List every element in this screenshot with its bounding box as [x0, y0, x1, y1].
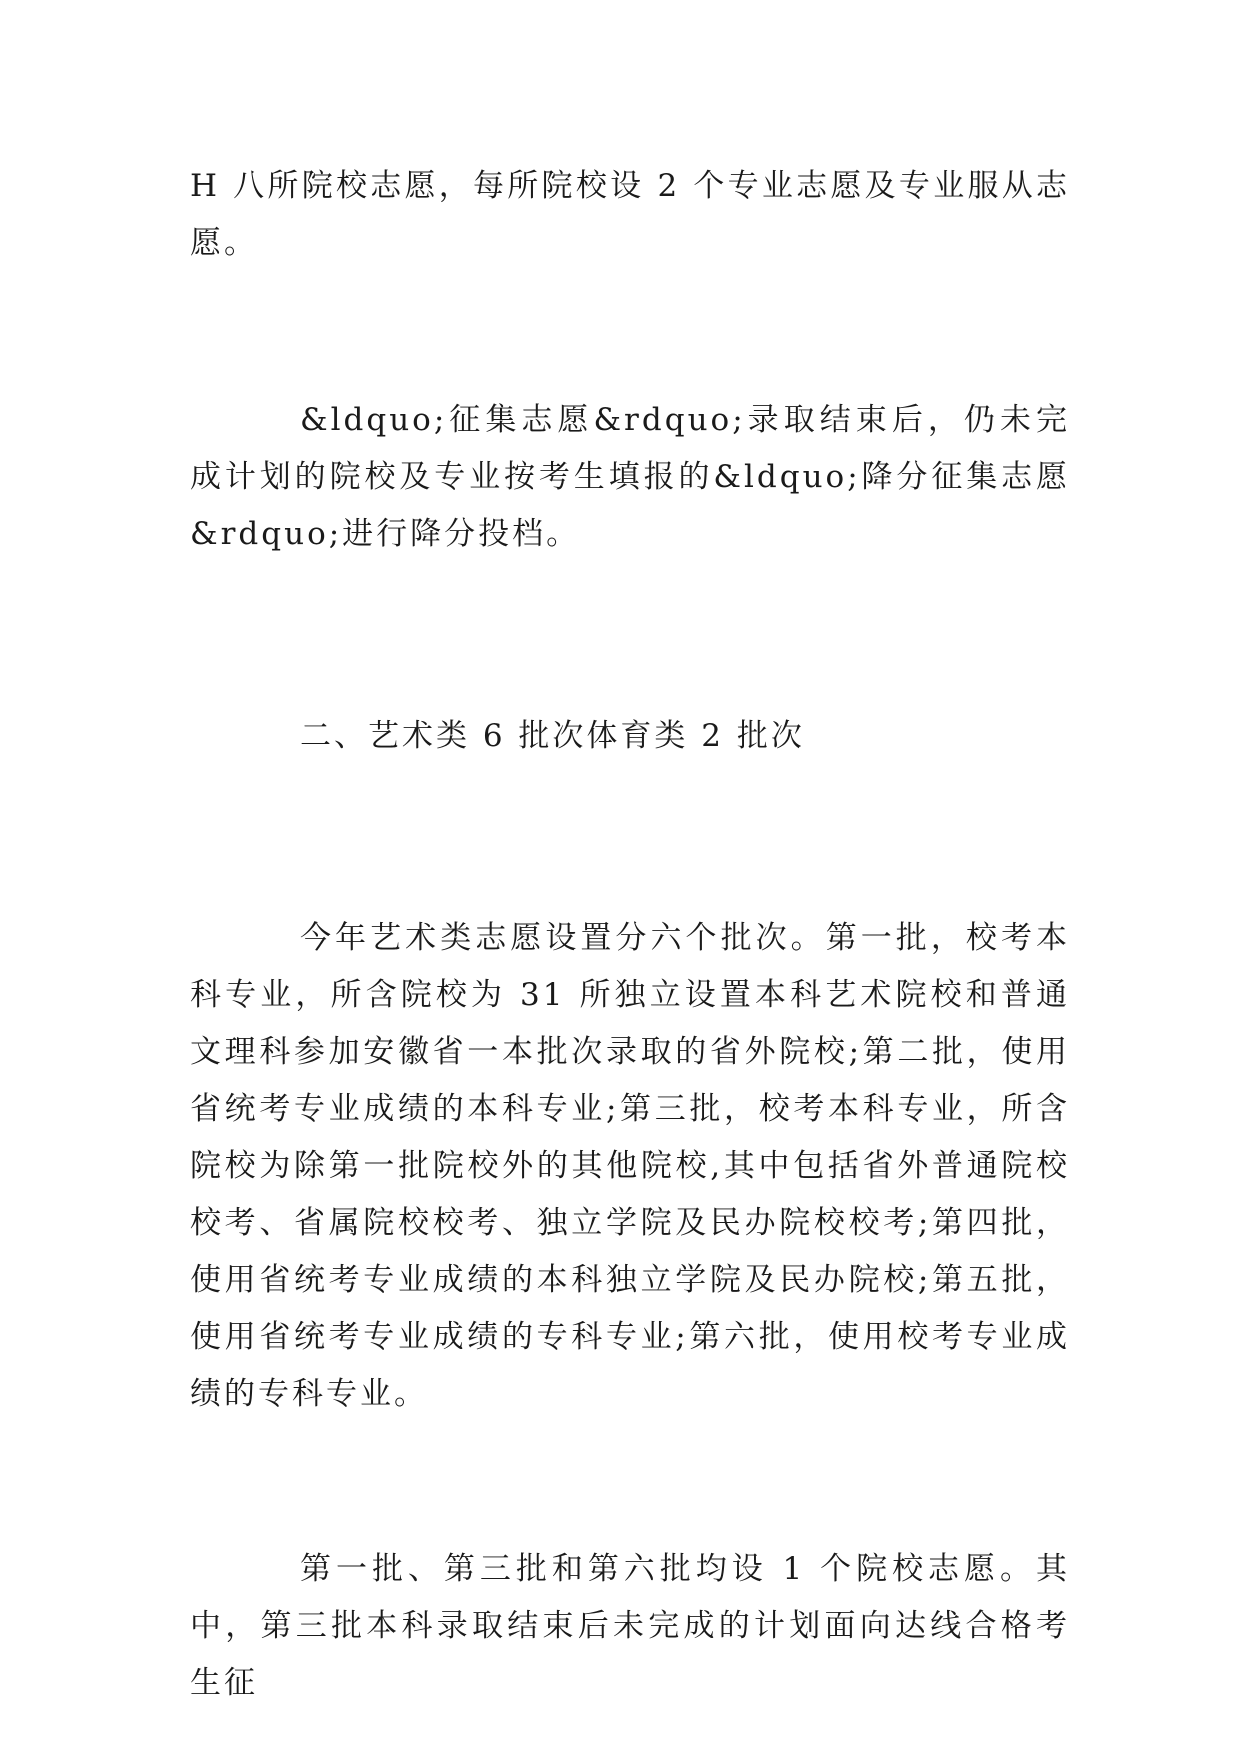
paragraph-continuation: H 八所院校志愿，每所院校设 2 个专业志愿及专业服从志愿。: [190, 168, 1070, 261]
paragraph-solicitation: &ldquo;征集志愿&rdquo;录取结束后，仍未完成计划的院校及专业按考生填报的&ldquo;降分征集志愿&rdquo;进行降分投档。: [190, 402, 1070, 552]
section-heading: 二、艺术类 6 批次体育类 2 批次: [300, 718, 805, 754]
paragraph-art-batches: 今年艺术类志愿设置分六个批次。第一批，校考本科专业，所含院校为 31 所独立设置本科艺术院校和普通文理科参加安徽省一本批次录取的省外院校;第二批，使用省统考专业成绩的本科专业;第三批，校考本科专业，所含院校为除第一批院校外的其他院校,其中包括省外普通院校校考、省属院校校考、独立学院及民办院校校考;第四批，使用省统考专业成绩的本科独立学院及民办院校;第五批，使用省统考专业成绩的专科专业;第六批，使用校考专业成绩的专科专业。: [190, 920, 1070, 1412]
paragraph-batch-volunteers: 第一批、第三批和第六批均设 1 个院校志愿。其中，第三批本科录取结束后未完成的计划面向达线合格考生征: [190, 1551, 1070, 1701]
document-body: [190, 158, 1070, 1712]
